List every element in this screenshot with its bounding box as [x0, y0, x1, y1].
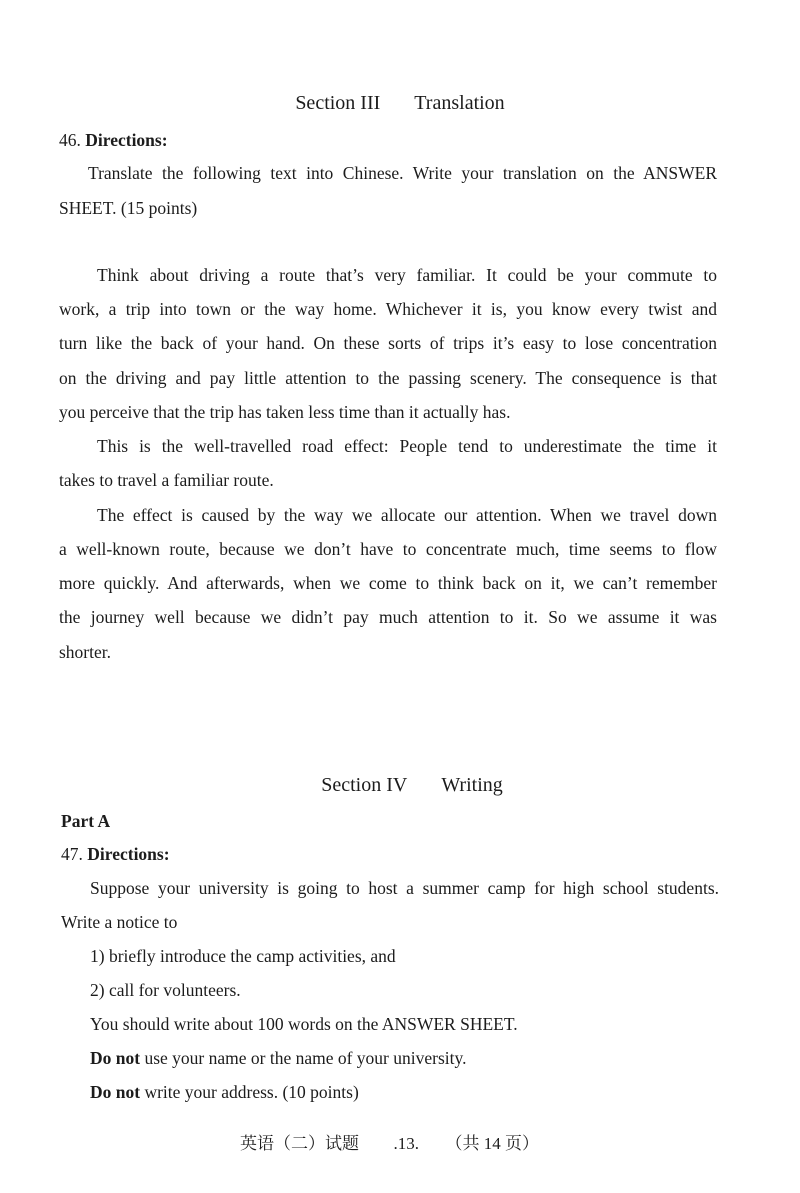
q47-do-not-address: Do not write your address. (10 points)	[90, 1082, 359, 1102]
footer-page-number: .13.	[393, 1134, 419, 1153]
passage-line: the journey well because we didn’t pay much attention to it. So we assume it was	[59, 607, 717, 627]
q46-number: 46.	[59, 130, 81, 150]
passage-line: takes to travel a familiar route.	[59, 470, 274, 490]
q47-item-2: 2) call for volunteers.	[90, 980, 241, 1000]
passage-line: shorter.	[59, 642, 112, 662]
q47-number: 47.	[61, 844, 83, 864]
q47-word-count: You should write about 100 words on the ANSWER SHEET.	[90, 1014, 518, 1034]
q47-directions-label: Directions:	[87, 844, 170, 864]
section-4-heading	[12, 772, 800, 798]
passage-line: The effect is caused by the way we allocate our attention. When we travel down	[97, 505, 717, 525]
q47-line-2: Write a notice to	[61, 912, 178, 932]
footer-subject: 英语（二）试题	[240, 1134, 359, 1153]
q47-do-not-name: Do not use your name or the name of your university.	[90, 1048, 467, 1068]
passage-line: This is the well-travelled road effect: People tend to underestimate the time it	[97, 436, 717, 456]
section-3-name: Translation	[414, 92, 505, 114]
passage-line: work, a trip into town or the way home. Whichever it is, you know every twist and	[59, 299, 717, 319]
q46-instruction-line-2: SHEET. (15 points)	[59, 198, 198, 218]
q46-directions-label: Directions:	[85, 130, 168, 150]
passage-line: on the driving and pay little attention to the passing scenery. The consequence is that	[59, 368, 717, 388]
q47-directions	[61, 843, 170, 865]
passage-line: you perceive that the trip has taken less time than it actually has.	[59, 402, 511, 422]
passage-line: Think about driving a route that’s very familiar. It could be your commute to	[97, 265, 717, 285]
q47-line-1: Suppose your university is going to host a summer camp for high school students.	[90, 878, 719, 898]
passage-line: turn like the back of your hand. On these sorts of trips it’s easy to lose concentration	[59, 333, 717, 353]
q46-instruction-line-1: Translate the following text into Chinese. Write your translation on the ANSWER	[88, 163, 717, 183]
section-3-heading	[0, 90, 800, 116]
part-a-heading: Part A	[61, 811, 111, 831]
q47-item-1: 1) briefly introduce the camp activities, and	[90, 946, 396, 966]
section-4-name: Writing	[441, 774, 503, 796]
passage-line: a well-known route, because we don’t have to concentrate much, time seems to flow	[59, 539, 717, 559]
passage-line: more quickly. And afterwards, when we come to think back on it, we can’t remember	[59, 573, 717, 593]
section-4-label: Section IV	[321, 774, 408, 796]
q46-directions	[59, 129, 168, 151]
footer-total-pages: （共 14 页）	[445, 1134, 539, 1153]
page-footer	[240, 1133, 560, 1155]
section-3-label: Section III	[295, 92, 381, 114]
